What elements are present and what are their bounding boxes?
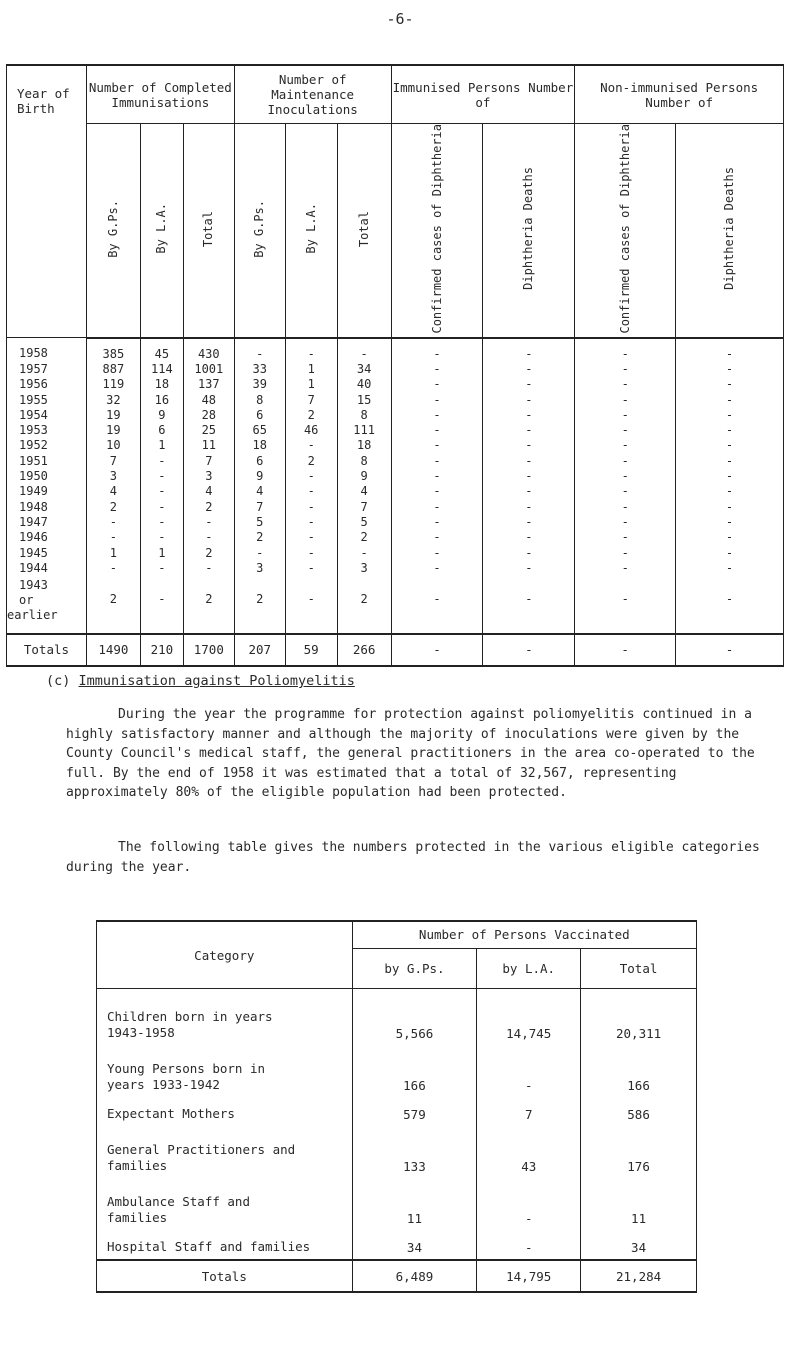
- value-cell: 34: [337, 362, 391, 377]
- value-cell: -: [391, 408, 483, 423]
- value-cell: 9: [140, 408, 183, 423]
- value-cell: 133: [352, 1126, 477, 1178]
- value-cell: -: [391, 362, 483, 377]
- value-cell: -: [337, 545, 391, 560]
- total-cell: 1490: [86, 634, 140, 666]
- value-cell: 6: [140, 423, 183, 438]
- value-cell: 111: [337, 423, 391, 438]
- value-cell: -: [477, 1178, 581, 1230]
- value-cell: 15: [337, 392, 391, 407]
- value-cell: 3: [234, 561, 285, 576]
- value-cell: 166: [581, 1045, 697, 1097]
- category-line: Hospital Staff and families: [107, 1239, 311, 1254]
- value-cell: -: [676, 438, 784, 453]
- value-cell: -: [140, 454, 183, 469]
- value-cell: 119: [86, 377, 140, 392]
- value-cell: 40: [337, 377, 391, 392]
- table-row: [7, 545, 784, 560]
- value-cell: -: [140, 499, 183, 514]
- value-cell: -: [575, 392, 676, 407]
- value-cell: 579: [352, 1097, 477, 1126]
- value-cell: -: [483, 408, 575, 423]
- value-cell: 1: [285, 362, 337, 377]
- value-cell: 7: [183, 454, 234, 469]
- total-cell: 1700: [183, 634, 234, 666]
- totals-label: Totals: [7, 634, 87, 666]
- value-cell: -: [575, 484, 676, 499]
- value-cell: -: [285, 499, 337, 514]
- value-cell: 7: [86, 454, 140, 469]
- polio-vaccination-table: [96, 920, 697, 1293]
- value-cell: -: [183, 530, 234, 545]
- value-cell: -: [483, 545, 575, 560]
- value-cell: -: [483, 561, 575, 576]
- polio-paragraph-1: [66, 705, 766, 803]
- year-cell: 1958: [7, 338, 87, 362]
- value-cell: 2: [86, 576, 140, 634]
- sub-header: [483, 124, 575, 338]
- total-cell: 6,489: [352, 1260, 477, 1292]
- value-cell: -: [285, 576, 337, 634]
- value-cell: -: [575, 362, 676, 377]
- value-cell: -: [183, 515, 234, 530]
- value-cell: -: [285, 515, 337, 530]
- value-cell: -: [391, 530, 483, 545]
- sub-header: [575, 124, 676, 338]
- year-cell: 1953: [7, 423, 87, 438]
- paragraph-text: The following table gives the numbers protected in the various eligible categories during the year.: [66, 840, 760, 875]
- value-cell: -: [676, 561, 784, 576]
- value-cell: 10: [86, 438, 140, 453]
- value-cell: -: [676, 545, 784, 560]
- sub-header-label: Confirmed cases of Diphtheria: [617, 124, 632, 334]
- value-cell: -: [285, 530, 337, 545]
- value-cell: 2: [183, 499, 234, 514]
- table-row: [97, 1126, 697, 1178]
- table-row: [7, 423, 784, 438]
- table-row: [7, 377, 784, 392]
- value-cell: -: [575, 515, 676, 530]
- table-row: [7, 530, 784, 545]
- value-cell: -: [234, 338, 285, 362]
- value-cell: 1: [140, 438, 183, 453]
- total-cell: -: [391, 634, 483, 666]
- section-title: Immunisation against Poliomyelitis: [78, 673, 355, 689]
- year-cell: 1952: [7, 438, 87, 453]
- table-row: [7, 561, 784, 576]
- value-cell: -: [86, 515, 140, 530]
- value-cell: -: [676, 377, 784, 392]
- sub-header-label: By L.A.: [303, 203, 318, 255]
- value-cell: 32: [86, 392, 140, 407]
- value-cell: -: [391, 515, 483, 530]
- value-cell: 2: [285, 454, 337, 469]
- sub-header-label: Total: [356, 210, 371, 247]
- value-cell: -: [477, 1045, 581, 1097]
- value-cell: -: [285, 545, 337, 560]
- value-cell: -: [391, 392, 483, 407]
- paragraph-text: During the year the programme for protection against poliomyelitis continued in a highly satisfactory manner and although the majority of inoculations were given by the County Council's medical staff, the general practitioners in the area co-operated to the full. By the end of 1958 it was estimated that a total of 32,567, representing approximately 80% of the eligible population had been protected.: [66, 707, 755, 800]
- value-cell: 18: [140, 377, 183, 392]
- category-cell: [97, 989, 353, 1046]
- value-cell: -: [483, 576, 575, 634]
- value-cell: 6: [234, 408, 285, 423]
- value-cell: -: [575, 545, 676, 560]
- year-cell: 1956: [7, 377, 87, 392]
- sub-header: [391, 124, 483, 338]
- sub-header: [140, 124, 183, 338]
- sub-header: [337, 124, 391, 338]
- year-cell: 1949: [7, 484, 87, 499]
- polio-section-heading: [46, 673, 355, 689]
- category-cell: [97, 1097, 353, 1126]
- value-cell: 11: [183, 438, 234, 453]
- value-cell: 137: [183, 377, 234, 392]
- value-cell: 5,566: [352, 989, 477, 1046]
- year-line: earlier: [7, 607, 58, 622]
- value-cell: -: [575, 377, 676, 392]
- table-row: [7, 499, 784, 514]
- value-cell: -: [483, 469, 575, 484]
- value-cell: -: [391, 469, 483, 484]
- value-cell: 4: [337, 484, 391, 499]
- section-label: (c): [46, 673, 71, 689]
- value-cell: 2: [183, 545, 234, 560]
- value-cell: 4: [183, 484, 234, 499]
- table-row: [7, 515, 784, 530]
- value-cell: -: [676, 469, 784, 484]
- value-cell: 5: [337, 515, 391, 530]
- value-cell: -: [575, 338, 676, 362]
- total-cell: 207: [234, 634, 285, 666]
- value-cell: 2: [234, 530, 285, 545]
- sub-header-label: By G.Ps.: [252, 199, 267, 258]
- value-cell: 3: [337, 561, 391, 576]
- table-row: [7, 392, 784, 407]
- value-cell: -: [86, 530, 140, 545]
- value-cell: -: [676, 454, 784, 469]
- diphtheria-immunisation-table: [6, 64, 784, 667]
- total-cell: 266: [337, 634, 391, 666]
- value-cell: 18: [234, 438, 285, 453]
- value-cell: -: [183, 561, 234, 576]
- sub-header-label: Diphtheria Deaths: [722, 167, 737, 291]
- sub-header-label: Total: [201, 210, 216, 247]
- value-cell: 7: [337, 499, 391, 514]
- sub-header: Total: [581, 948, 697, 988]
- category-cell: [97, 1230, 353, 1260]
- value-cell: 4: [234, 484, 285, 499]
- polio-paragraph-2: [66, 838, 766, 877]
- value-cell: -: [391, 423, 483, 438]
- value-cell: 28: [183, 408, 234, 423]
- value-cell: -: [575, 499, 676, 514]
- value-cell: 3: [183, 469, 234, 484]
- year-line: or: [19, 592, 34, 607]
- immunised-persons-header: Immunised Persons Number of: [391, 65, 575, 124]
- value-cell: 9: [234, 469, 285, 484]
- value-cell: -: [483, 530, 575, 545]
- value-cell: -: [391, 499, 483, 514]
- totals-row: [97, 1260, 697, 1292]
- value-cell: 2: [183, 576, 234, 634]
- value-cell: -: [575, 561, 676, 576]
- year-cell: [7, 576, 87, 634]
- value-cell: -: [676, 499, 784, 514]
- value-cell: -: [391, 377, 483, 392]
- value-cell: -: [285, 338, 337, 362]
- total-cell: 14,795: [477, 1260, 581, 1292]
- completed-immunisations-header: Number of Completed Immunisations: [86, 65, 234, 124]
- value-cell: 4: [86, 484, 140, 499]
- total-cell: 210: [140, 634, 183, 666]
- value-cell: -: [483, 438, 575, 453]
- category-cell: [97, 1126, 353, 1178]
- value-cell: 20,311: [581, 989, 697, 1046]
- year-cell: 1948: [7, 499, 87, 514]
- value-cell: -: [86, 561, 140, 576]
- total-cell: -: [483, 634, 575, 666]
- value-cell: -: [676, 576, 784, 634]
- value-cell: 1001: [183, 362, 234, 377]
- value-cell: -: [483, 338, 575, 362]
- value-cell: 65: [234, 423, 285, 438]
- total-cell: Totals: [97, 1260, 353, 1292]
- value-cell: 19: [86, 408, 140, 423]
- value-cell: -: [140, 576, 183, 634]
- sub-header: [676, 124, 784, 338]
- sub-header-label: Confirmed cases of Diphtheria: [429, 124, 444, 334]
- year-cell: 1950: [7, 469, 87, 484]
- table-row: [7, 469, 784, 484]
- value-cell: 48: [183, 392, 234, 407]
- value-cell: 1: [140, 545, 183, 560]
- category-line: 1943-1958: [107, 1025, 175, 1040]
- year-line: 1943: [19, 577, 48, 592]
- sub-header: by G.Ps.: [352, 948, 477, 988]
- sub-header-label: By L.A.: [154, 203, 169, 255]
- table-row: [97, 1178, 697, 1230]
- sub-header: [86, 124, 140, 338]
- table-row: [97, 1097, 697, 1126]
- value-cell: 34: [581, 1230, 697, 1260]
- value-cell: -: [575, 454, 676, 469]
- value-cell: -: [575, 576, 676, 634]
- value-cell: -: [285, 438, 337, 453]
- value-cell: 385: [86, 338, 140, 362]
- value-cell: 5: [234, 515, 285, 530]
- value-cell: -: [676, 515, 784, 530]
- value-cell: -: [483, 484, 575, 499]
- value-cell: 9: [337, 469, 391, 484]
- value-cell: -: [575, 423, 676, 438]
- table-row: [97, 1045, 697, 1097]
- value-cell: -: [483, 515, 575, 530]
- value-cell: 176: [581, 1126, 697, 1178]
- year-cell: 1947: [7, 515, 87, 530]
- value-cell: -: [140, 515, 183, 530]
- value-cell: 2: [86, 499, 140, 514]
- year-cell: 1951: [7, 454, 87, 469]
- value-cell: -: [391, 338, 483, 362]
- value-cell: 2: [234, 576, 285, 634]
- value-cell: 1: [86, 545, 140, 560]
- sub-header: [183, 124, 234, 338]
- category-line: Children born in years: [107, 1009, 273, 1024]
- value-cell: 8: [337, 454, 391, 469]
- category-line: families: [107, 1210, 168, 1225]
- value-cell: 8: [337, 408, 391, 423]
- value-cell: 46: [285, 423, 337, 438]
- non-immunised-persons-header: Non-immunised Persons Number of: [575, 65, 784, 124]
- value-cell: 11: [352, 1178, 477, 1230]
- maintenance-inoculations-header: Number of Maintenance Inoculations: [234, 65, 391, 124]
- value-cell: -: [676, 392, 784, 407]
- table-row: [7, 576, 784, 634]
- value-cell: -: [285, 484, 337, 499]
- value-cell: -: [483, 423, 575, 438]
- value-cell: 18: [337, 438, 391, 453]
- value-cell: 1: [285, 377, 337, 392]
- value-cell: 7: [477, 1097, 581, 1126]
- value-cell: 2: [337, 576, 391, 634]
- value-cell: 43: [477, 1126, 581, 1178]
- value-cell: -: [676, 362, 784, 377]
- value-cell: -: [285, 561, 337, 576]
- total-cell: 21,284: [581, 1260, 697, 1292]
- year-cell: 1945: [7, 545, 87, 560]
- value-cell: 2: [337, 530, 391, 545]
- year-cell: 1955: [7, 392, 87, 407]
- value-cell: -: [391, 576, 483, 634]
- category-line: General Practitioners and: [107, 1142, 296, 1157]
- year-of-birth-header: Year of Birth: [7, 65, 87, 338]
- value-cell: 2: [285, 408, 337, 423]
- value-cell: 11: [581, 1178, 697, 1230]
- year-cell: 1946: [7, 530, 87, 545]
- value-cell: -: [575, 408, 676, 423]
- category-header: Category: [97, 921, 353, 989]
- table-row: [7, 438, 784, 453]
- table-row: [7, 338, 784, 362]
- category-line: Young Persons born in: [107, 1061, 266, 1076]
- value-cell: 430: [183, 338, 234, 362]
- value-cell: -: [140, 561, 183, 576]
- value-cell: 586: [581, 1097, 697, 1126]
- category-line: years 1933-1942: [107, 1077, 220, 1092]
- persons-vaccinated-header: Number of Persons Vaccinated: [352, 921, 696, 948]
- year-cell: 1944: [7, 561, 87, 576]
- value-cell: 39: [234, 377, 285, 392]
- sub-header: [285, 124, 337, 338]
- value-cell: -: [483, 377, 575, 392]
- value-cell: 166: [352, 1045, 477, 1097]
- value-cell: 34: [352, 1230, 477, 1260]
- value-cell: -: [575, 530, 676, 545]
- value-cell: 16: [140, 392, 183, 407]
- category-line: families: [107, 1158, 168, 1173]
- year-cell: 1957: [7, 362, 87, 377]
- value-cell: 114: [140, 362, 183, 377]
- value-cell: -: [140, 469, 183, 484]
- value-cell: 8: [234, 392, 285, 407]
- sub-header-label: Diphtheria Deaths: [521, 167, 536, 291]
- value-cell: -: [234, 545, 285, 560]
- value-cell: -: [676, 408, 784, 423]
- table-row: [7, 362, 784, 377]
- value-cell: -: [391, 545, 483, 560]
- table-row: [7, 484, 784, 499]
- value-cell: 7: [285, 392, 337, 407]
- value-cell: 14,745: [477, 989, 581, 1046]
- total-cell: -: [676, 634, 784, 666]
- value-cell: -: [676, 484, 784, 499]
- value-cell: 19: [86, 423, 140, 438]
- table-row: [7, 454, 784, 469]
- value-cell: -: [575, 438, 676, 453]
- sub-header-label: By G.Ps.: [105, 199, 120, 258]
- value-cell: -: [483, 454, 575, 469]
- value-cell: 6: [234, 454, 285, 469]
- value-cell: -: [676, 338, 784, 362]
- value-cell: -: [391, 484, 483, 499]
- page-number: -6-: [386, 10, 414, 28]
- sub-header: by L.A.: [477, 948, 581, 988]
- total-cell: 59: [285, 634, 337, 666]
- value-cell: -: [337, 338, 391, 362]
- value-cell: -: [477, 1230, 581, 1260]
- value-cell: 25: [183, 423, 234, 438]
- year-cell: 1954: [7, 408, 87, 423]
- totals-row: [7, 634, 784, 666]
- value-cell: 33: [234, 362, 285, 377]
- value-cell: -: [285, 469, 337, 484]
- sub-header: [234, 124, 285, 338]
- value-cell: -: [676, 530, 784, 545]
- value-cell: -: [575, 469, 676, 484]
- value-cell: 7: [234, 499, 285, 514]
- category-line: Expectant Mothers: [107, 1106, 235, 1121]
- value-cell: -: [140, 484, 183, 499]
- category-line: Ambulance Staff and: [107, 1194, 250, 1209]
- table-row: [97, 989, 697, 1046]
- value-cell: 45: [140, 338, 183, 362]
- table-row: [97, 1230, 697, 1260]
- value-cell: -: [391, 438, 483, 453]
- value-cell: -: [391, 561, 483, 576]
- category-cell: [97, 1178, 353, 1230]
- value-cell: 3: [86, 469, 140, 484]
- category-cell: [97, 1045, 353, 1097]
- value-cell: -: [676, 423, 784, 438]
- total-cell: -: [575, 634, 676, 666]
- value-cell: -: [483, 362, 575, 377]
- value-cell: -: [483, 392, 575, 407]
- value-cell: -: [391, 454, 483, 469]
- table-row: [7, 408, 784, 423]
- value-cell: -: [483, 499, 575, 514]
- value-cell: -: [140, 530, 183, 545]
- value-cell: 887: [86, 362, 140, 377]
